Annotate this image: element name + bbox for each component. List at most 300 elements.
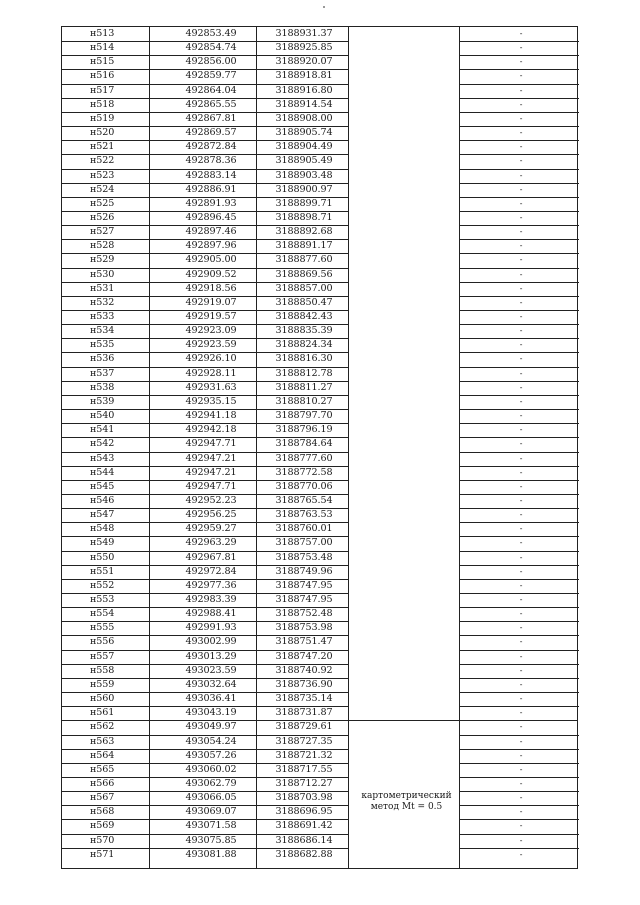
table-row <box>62 282 577 296</box>
coord-y: 3188816.30 <box>275 353 333 365</box>
coord-y: 3188747.95 <box>275 579 333 591</box>
table-row <box>62 452 577 466</box>
accuracy-dash: - <box>519 679 523 689</box>
coord-y: 3188747.20 <box>275 650 333 662</box>
coord-x: 492983.39 <box>185 594 237 605</box>
accuracy-dash: - <box>519 340 523 350</box>
table-row <box>62 98 577 112</box>
coord-x: 492891.93 <box>185 197 237 209</box>
point-id: н550 <box>90 551 115 563</box>
accuracy-dash: - <box>519 425 523 435</box>
coord-y: 3188772.58 <box>275 466 333 478</box>
point-id: н569 <box>90 820 115 832</box>
table-row <box>62 338 577 352</box>
accuracy-dash: - <box>519 849 523 859</box>
coord-x: 493013.29 <box>185 650 237 662</box>
table-row <box>62 310 577 324</box>
coord-y: 3188898.71 <box>275 211 333 223</box>
point-id: н522 <box>90 155 115 167</box>
coord-x: 493054.24 <box>185 735 237 747</box>
accuracy-dash: - <box>519 312 523 321</box>
coord-x: 492919.57 <box>185 311 237 322</box>
coord-y: 3188905.74 <box>275 127 333 139</box>
point-id: н555 <box>90 622 115 634</box>
point-id: н529 <box>90 254 115 266</box>
coord-x: 492854.74 <box>185 42 237 54</box>
coord-x: 492935.15 <box>185 395 237 407</box>
coord-x: 492864.04 <box>185 84 237 96</box>
coord-x: 492931.63 <box>185 381 237 393</box>
accuracy-dash: - <box>519 170 523 180</box>
table-row <box>62 819 577 833</box>
coord-y: 3188753.98 <box>275 622 333 634</box>
coord-y: 3188760.01 <box>275 523 333 535</box>
coord-x: 492942.18 <box>185 424 237 436</box>
coord-x: 492865.55 <box>185 98 237 110</box>
coord-x: 492909.52 <box>185 268 237 280</box>
coord-y: 3188908.00 <box>275 112 333 124</box>
accuracy-dash: - <box>519 595 523 604</box>
accuracy-dash: - <box>519 793 523 803</box>
table-row <box>62 536 577 550</box>
accuracy-dash: - <box>519 609 523 619</box>
coord-y: 3188903.48 <box>275 169 333 181</box>
table-row <box>62 834 577 848</box>
coord-x: 492928.11 <box>185 367 237 379</box>
point-id: н513 <box>90 28 115 39</box>
coord-x: 493066.05 <box>185 792 237 804</box>
table-row <box>62 41 577 55</box>
point-id: н517 <box>90 84 115 96</box>
table-row <box>62 395 577 409</box>
coord-y: 3188770.06 <box>275 480 333 492</box>
coord-x: 492918.56 <box>185 282 237 294</box>
point-id: н570 <box>90 834 115 846</box>
table-row <box>62 154 577 168</box>
table-row <box>62 494 577 508</box>
point-id: н562 <box>90 721 115 733</box>
coord-y: 3188696.95 <box>275 806 333 818</box>
method-line-1: картометрический <box>361 791 452 801</box>
point-id: н560 <box>90 693 115 705</box>
accuracy-dash: - <box>519 623 523 633</box>
table-row <box>62 848 577 862</box>
table-row <box>62 268 577 282</box>
point-id: н567 <box>90 792 115 804</box>
table-row <box>62 409 577 423</box>
accuracy-dash: - <box>519 142 523 152</box>
point-id: н552 <box>90 579 115 591</box>
accuracy-dash: - <box>519 439 523 449</box>
table-row <box>62 239 577 253</box>
coord-x: 492886.91 <box>185 183 237 195</box>
coord-y: 3188857.00 <box>275 282 333 294</box>
point-id: н541 <box>90 424 115 436</box>
coord-x: 492856.00 <box>185 56 237 68</box>
coord-y: 3188925.85 <box>275 42 333 54</box>
coord-y: 3188703.98 <box>275 792 333 804</box>
coord-y: 3188749.96 <box>275 565 333 577</box>
coord-x: 493043.19 <box>185 707 237 719</box>
table-row <box>62 480 577 494</box>
coord-y: 3188905.49 <box>275 155 333 167</box>
coord-y: 3188850.47 <box>275 296 333 308</box>
coord-x: 492967.81 <box>185 551 237 563</box>
coord-x: 492905.00 <box>185 254 237 266</box>
accuracy-dash: - <box>519 538 523 548</box>
table-row <box>62 579 577 593</box>
table-row <box>62 27 577 41</box>
point-id: н515 <box>90 56 115 68</box>
coord-y: 3188811.27 <box>275 381 333 393</box>
accuracy-dash: - <box>519 807 523 817</box>
point-id: н539 <box>90 395 115 407</box>
accuracy-dash: - <box>519 354 523 364</box>
coord-y: 3188765.54 <box>275 494 333 506</box>
point-id: н525 <box>90 197 115 209</box>
point-id: н524 <box>90 183 115 195</box>
accuracy-dash: - <box>519 198 523 208</box>
table-row <box>62 735 577 749</box>
table-row <box>62 791 577 805</box>
coord-y: 3188797.70 <box>275 410 333 422</box>
coord-x: 493081.88 <box>185 848 237 860</box>
point-id: н549 <box>90 537 115 549</box>
accuracy-dash: - <box>519 227 523 237</box>
coord-y: 3188904.49 <box>275 141 333 153</box>
point-id: н520 <box>90 127 115 139</box>
accuracy-dash: - <box>519 113 523 123</box>
method-note <box>351 791 462 813</box>
point-id: н554 <box>90 608 115 620</box>
coord-x: 493049.97 <box>185 721 237 733</box>
point-id: н535 <box>90 339 115 351</box>
coordinates-table <box>61 26 578 869</box>
coord-x: 492919.07 <box>185 296 237 308</box>
point-id: н565 <box>90 763 115 775</box>
table-row <box>62 593 577 607</box>
coord-y: 3188757.00 <box>275 537 333 549</box>
point-id: н526 <box>90 211 115 223</box>
point-id: н558 <box>90 664 115 676</box>
point-id: н514 <box>90 42 115 54</box>
accuracy-dash: - <box>519 778 523 788</box>
coord-x: 493075.85 <box>185 834 237 846</box>
coord-x: 492896.45 <box>185 211 237 223</box>
point-id: н547 <box>90 509 115 521</box>
table-row <box>62 126 577 140</box>
point-id: н519 <box>90 112 115 124</box>
coord-y: 3188717.55 <box>275 763 333 775</box>
coord-y: 3188869.56 <box>275 268 333 280</box>
point-id: н521 <box>90 141 115 153</box>
accuracy-dash: - <box>519 368 523 378</box>
coord-x: 493071.58 <box>185 820 237 832</box>
coord-x: 492947.71 <box>185 480 237 492</box>
table-row <box>62 664 577 678</box>
point-id: н538 <box>90 381 115 393</box>
point-id: н556 <box>90 636 115 648</box>
table-row <box>62 437 577 451</box>
accuracy-dash: - <box>519 184 523 194</box>
table-row <box>62 551 577 565</box>
point-id: н536 <box>90 353 115 365</box>
table-row <box>62 381 577 395</box>
coord-x: 493002.99 <box>185 636 237 648</box>
table-row <box>62 112 577 126</box>
accuracy-dash: - <box>519 750 523 760</box>
coord-y: 3188740.92 <box>275 664 333 676</box>
accuracy-dash: - <box>519 694 523 704</box>
coord-x: 492941.18 <box>185 410 237 422</box>
coord-y: 3188931.37 <box>275 28 333 39</box>
accuracy-dash: - <box>519 57 523 67</box>
table-row <box>62 621 577 635</box>
table-row <box>62 522 577 536</box>
table-row <box>62 650 577 664</box>
coord-y: 3188891.17 <box>275 240 333 252</box>
coord-x: 492952.23 <box>185 494 237 506</box>
point-id: н571 <box>90 848 115 860</box>
coord-y: 3188812.78 <box>275 367 333 379</box>
point-id: н546 <box>90 494 115 506</box>
accuracy-dash: - <box>519 283 523 293</box>
point-id: н527 <box>90 226 115 238</box>
point-id: н518 <box>90 98 115 110</box>
table-row <box>62 183 577 197</box>
point-id: н566 <box>90 777 115 789</box>
coord-x: 492853.49 <box>185 28 237 39</box>
coord-x: 492947.71 <box>185 438 237 450</box>
coord-x: 492883.14 <box>185 169 237 181</box>
coord-x: 492897.96 <box>185 240 237 252</box>
point-id: н563 <box>90 735 115 747</box>
table-row <box>62 508 577 522</box>
coord-x: 492923.09 <box>185 325 237 337</box>
accuracy-dash: - <box>519 85 523 95</box>
coord-y: 3188753.48 <box>275 551 333 563</box>
accuracy-dash: - <box>519 71 523 81</box>
coord-y: 3188729.61 <box>275 721 333 733</box>
accuracy-dash: - <box>519 552 523 562</box>
coord-y: 3188736.90 <box>275 678 333 690</box>
coord-x: 492977.36 <box>185 579 237 591</box>
coord-y: 3188777.60 <box>275 452 333 464</box>
accuracy-dash: - <box>519 467 523 477</box>
scan-mark <box>323 6 325 8</box>
point-id: н523 <box>90 169 115 181</box>
accuracy-dash: - <box>519 524 523 534</box>
point-id: н530 <box>90 268 115 280</box>
coord-y: 3188682.88 <box>275 848 333 860</box>
coord-x: 492872.84 <box>185 141 237 153</box>
accuracy-dash: - <box>519 821 523 831</box>
table-row <box>62 211 577 225</box>
point-id: н533 <box>90 311 115 322</box>
accuracy-dash: - <box>519 99 523 109</box>
point-id: н534 <box>90 325 115 337</box>
accuracy-dash: - <box>519 128 523 138</box>
accuracy-dash: - <box>519 665 523 675</box>
accuracy-dash: - <box>519 212 523 222</box>
table-row <box>62 678 577 692</box>
table-row <box>62 140 577 154</box>
coord-y: 3188721.32 <box>275 749 333 761</box>
accuracy-dash: - <box>519 297 523 307</box>
accuracy-dash: - <box>519 651 523 661</box>
table-row <box>62 720 577 734</box>
table-row <box>62 296 577 310</box>
coord-x: 492869.57 <box>185 127 237 139</box>
coord-y: 3188810.27 <box>275 395 333 407</box>
table-row <box>62 635 577 649</box>
table-row <box>62 466 577 480</box>
coord-y: 3188824.34 <box>275 339 333 351</box>
coord-x: 492923.59 <box>185 339 237 351</box>
coord-x: 493062.79 <box>185 777 237 789</box>
point-id: н545 <box>90 480 115 492</box>
accuracy-dash: - <box>519 835 523 845</box>
accuracy-dash: - <box>519 453 523 463</box>
point-id: н540 <box>90 410 115 422</box>
coord-y: 3188712.27 <box>275 777 333 789</box>
table-row <box>62 324 577 338</box>
coord-y: 3188899.71 <box>275 197 333 209</box>
table-row <box>62 352 577 366</box>
coord-y: 3188835.39 <box>275 325 333 337</box>
point-id: н564 <box>90 749 115 761</box>
coord-x: 492897.46 <box>185 226 237 238</box>
coord-y: 3188892.68 <box>275 226 333 238</box>
accuracy-dash: - <box>519 29 523 38</box>
accuracy-dash: - <box>519 255 523 265</box>
point-id: н559 <box>90 678 115 690</box>
coord-y: 3188842.43 <box>275 311 333 322</box>
table-row <box>62 84 577 98</box>
coord-x: 493060.02 <box>185 763 237 775</box>
table-row <box>62 763 577 777</box>
coord-y: 3188686.14 <box>275 834 333 846</box>
accuracy-dash: - <box>519 736 523 746</box>
point-id: н548 <box>90 523 115 535</box>
coord-x: 493069.07 <box>185 806 237 818</box>
coord-x: 492947.21 <box>185 466 237 478</box>
coord-x: 492988.41 <box>185 608 237 620</box>
coord-x: 493036.41 <box>185 693 237 705</box>
point-id: н543 <box>90 452 115 464</box>
point-id: н561 <box>90 707 115 719</box>
accuracy-dash: - <box>519 269 523 279</box>
coord-y: 3188916.80 <box>275 84 333 96</box>
accuracy-dash: - <box>519 722 523 732</box>
point-id: н557 <box>90 650 115 662</box>
coord-y: 3188751.47 <box>275 636 333 648</box>
coord-x: 492859.77 <box>185 70 237 82</box>
coord-x: 492926.10 <box>185 353 237 365</box>
table-row <box>62 607 577 621</box>
coord-y: 3188731.87 <box>275 707 333 719</box>
coord-y: 3188920.07 <box>275 56 333 68</box>
point-id: н532 <box>90 296 115 308</box>
accuracy-dash: - <box>519 326 523 336</box>
point-id: н531 <box>90 282 115 294</box>
coord-y: 3188735.14 <box>275 693 333 705</box>
coord-y: 3188784.64 <box>275 438 333 450</box>
method-line-2: метод Mt = 0.5 <box>370 802 443 812</box>
coord-x: 492878.36 <box>185 155 237 167</box>
coord-y: 3188914.54 <box>275 98 333 110</box>
table-row <box>62 197 577 211</box>
coord-x: 492867.81 <box>185 112 237 124</box>
coord-y: 3188918.81 <box>275 70 333 82</box>
accuracy-dash: - <box>519 566 523 576</box>
table-row <box>62 777 577 791</box>
coord-x: 492991.93 <box>185 622 237 634</box>
accuracy-dash: - <box>519 580 523 590</box>
point-id: н537 <box>90 367 115 379</box>
coord-x: 492963.29 <box>185 537 237 549</box>
accuracy-dash: - <box>519 764 523 774</box>
coord-y: 3188877.60 <box>275 254 333 266</box>
coord-x: 492947.21 <box>185 452 237 464</box>
coord-y: 3188752.48 <box>275 608 333 620</box>
table-row <box>62 253 577 267</box>
accuracy-dash: - <box>519 481 523 491</box>
accuracy-dash: - <box>519 382 523 392</box>
accuracy-dash: - <box>519 156 523 166</box>
table-row <box>62 55 577 69</box>
coord-y: 3188691.42 <box>275 820 333 832</box>
coord-y: 3188796.19 <box>275 424 333 436</box>
point-id: н542 <box>90 438 115 450</box>
table-row <box>62 367 577 381</box>
point-id: н553 <box>90 594 115 605</box>
coord-x: 493023.59 <box>185 664 237 676</box>
table-row <box>62 69 577 83</box>
table-row <box>62 749 577 763</box>
table-row <box>62 692 577 706</box>
table-row <box>62 565 577 579</box>
coord-x: 492956.25 <box>185 509 237 521</box>
coord-x: 492959.27 <box>185 523 237 535</box>
table-row <box>62 169 577 183</box>
coord-x: 492972.84 <box>185 565 237 577</box>
accuracy-dash: - <box>519 637 523 647</box>
accuracy-dash: - <box>519 411 523 421</box>
point-id: н528 <box>90 240 115 252</box>
point-id: н516 <box>90 70 115 82</box>
table-row <box>62 423 577 437</box>
point-id: н544 <box>90 466 115 478</box>
coord-y: 3188747.95 <box>275 594 333 605</box>
coord-y: 3188727.35 <box>275 735 333 747</box>
coord-x: 493032.64 <box>185 678 237 690</box>
accuracy-dash: - <box>519 43 523 53</box>
table-row <box>62 805 577 819</box>
accuracy-dash: - <box>519 396 523 406</box>
table-row <box>62 706 577 720</box>
accuracy-dash: - <box>519 510 523 520</box>
accuracy-dash: - <box>519 241 523 251</box>
table-row <box>62 225 577 239</box>
coord-y: 3188763.53 <box>275 509 333 521</box>
coord-x: 493057.26 <box>185 749 237 761</box>
point-id: н551 <box>90 565 115 577</box>
coord-y: 3188900.97 <box>275 183 333 195</box>
accuracy-dash: - <box>519 708 523 718</box>
point-id: н568 <box>90 806 115 818</box>
accuracy-dash: - <box>519 495 523 505</box>
